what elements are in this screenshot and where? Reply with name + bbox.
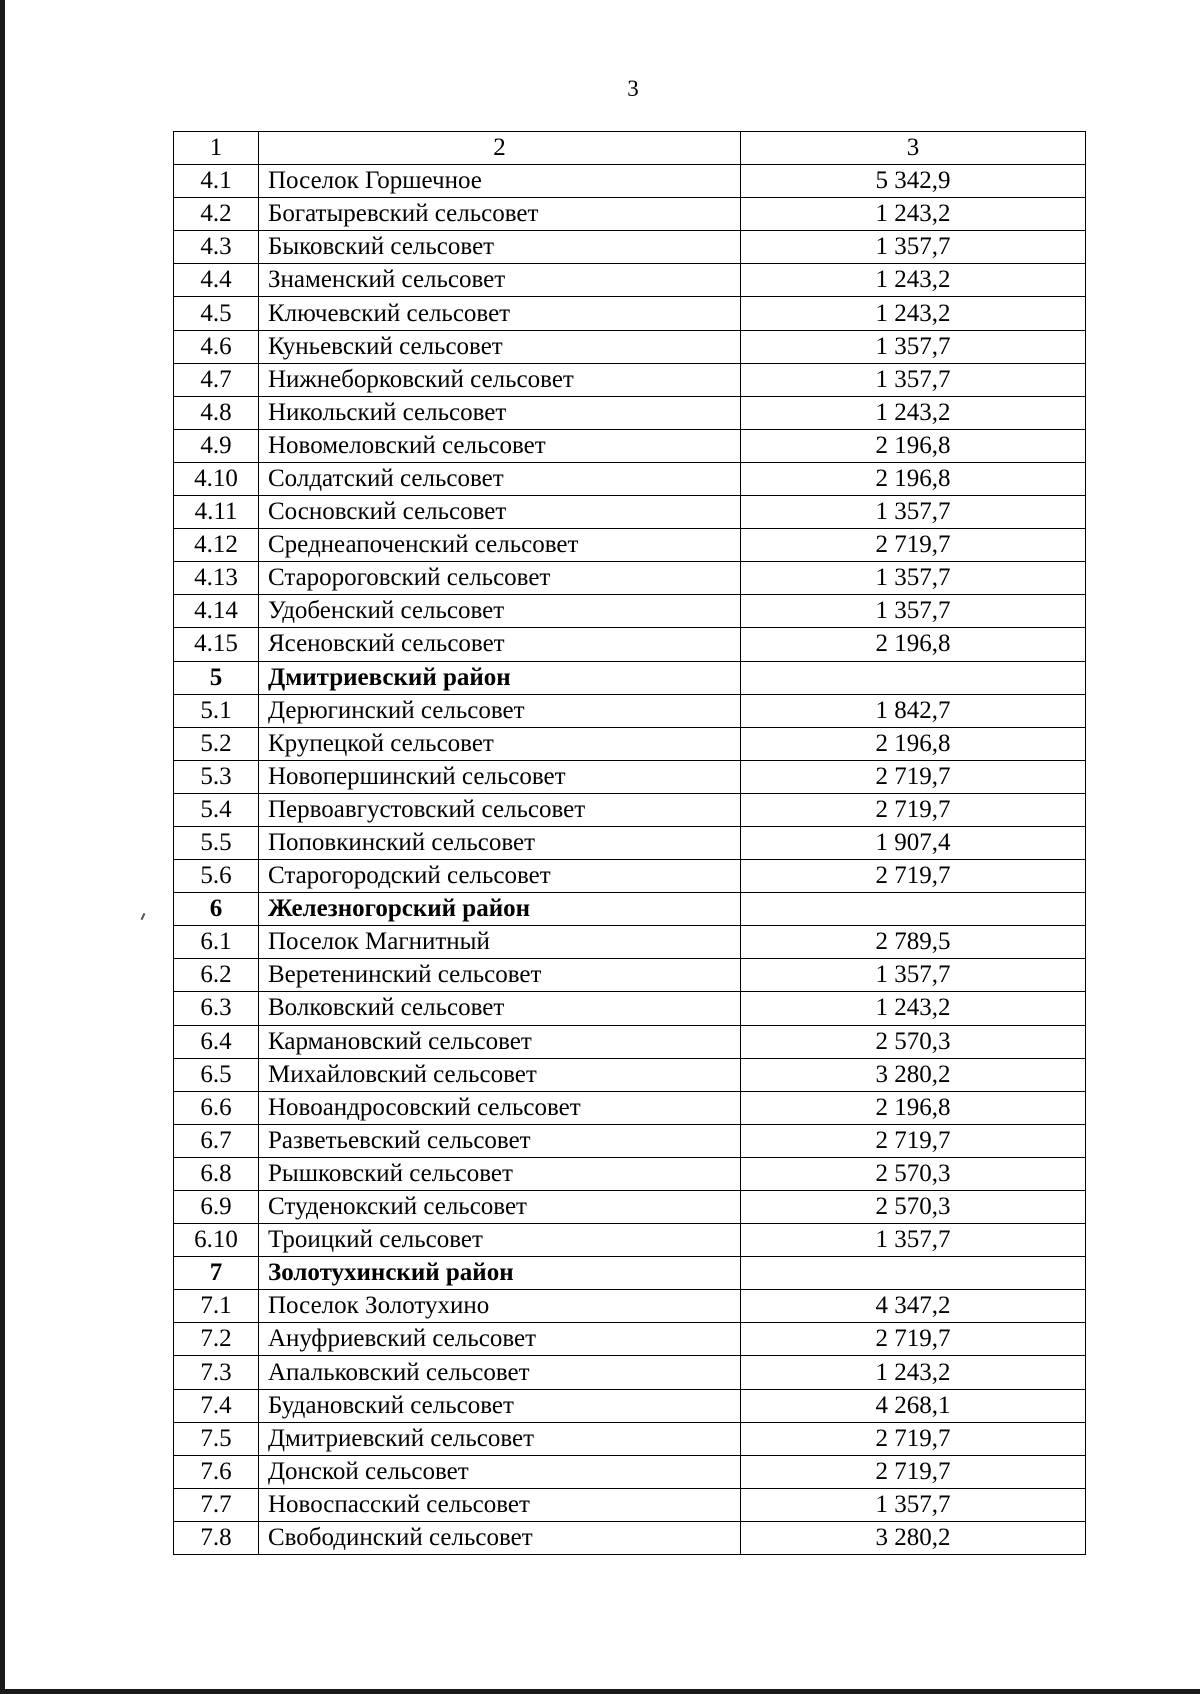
- row-value-cell: 2 719,7: [741, 1323, 1086, 1356]
- table-row: [174, 165, 1086, 198]
- row-name-cell: Богатыревский сельсовет: [259, 198, 741, 231]
- row-number-cell: 4.12: [174, 529, 259, 562]
- row-value-cell: 2 719,7: [741, 1422, 1086, 1455]
- row-value-cell: 1 357,7: [741, 496, 1086, 529]
- row-name-cell: Поселок Золотухино: [259, 1290, 741, 1323]
- row-number-cell: 4.5: [174, 297, 259, 330]
- table-row: [174, 760, 1086, 793]
- row-value-cell: 2 196,8: [741, 727, 1086, 760]
- row-name-cell: Нижнеборковский сельсовет: [259, 363, 741, 396]
- row-value-cell: 1 243,2: [741, 992, 1086, 1025]
- row-number-cell: 5: [174, 661, 259, 694]
- row-value-cell: 2 719,7: [741, 793, 1086, 826]
- row-value-cell: 2 719,7: [741, 1124, 1086, 1157]
- district-row: [174, 1257, 1086, 1290]
- row-name-cell: Троицкий сельсовет: [259, 1224, 741, 1257]
- row-value-cell: 4 347,2: [741, 1290, 1086, 1323]
- row-number-cell: 6.6: [174, 1091, 259, 1124]
- row-name-cell: Старогородский сельсовет: [259, 860, 741, 893]
- table-row: [174, 694, 1086, 727]
- row-number-cell: 6.8: [174, 1157, 259, 1190]
- table-row: [174, 959, 1086, 992]
- row-value-cell: 1 357,7: [741, 363, 1086, 396]
- row-number-cell: 4.3: [174, 231, 259, 264]
- page-number: 3: [627, 76, 639, 101]
- row-number-cell: 4.13: [174, 562, 259, 595]
- row-value-cell: [741, 1257, 1086, 1290]
- row-name-cell: Рышковский сельсовет: [259, 1157, 741, 1190]
- row-name-cell: Крупецкой сельсовет: [259, 727, 741, 760]
- table-row: [174, 429, 1086, 462]
- row-number-cell: 5.5: [174, 826, 259, 859]
- row-number-cell: 4.7: [174, 363, 259, 396]
- district-row: [174, 661, 1086, 694]
- row-value-cell: 2 196,8: [741, 429, 1086, 462]
- table-row: [174, 793, 1086, 826]
- district-row: [174, 893, 1086, 926]
- table-row: [174, 1058, 1086, 1091]
- row-name-cell: Михайловский сельсовет: [259, 1058, 741, 1091]
- table-header-row: [174, 132, 1086, 165]
- row-name-cell: Ануфриевский сельсовет: [259, 1323, 741, 1356]
- row-number-cell: 4.9: [174, 429, 259, 462]
- row-number-cell: 4.14: [174, 595, 259, 628]
- row-name-cell: Дмитриевский сельсовет: [259, 1422, 741, 1455]
- row-name-cell: Ключевский сельсовет: [259, 297, 741, 330]
- row-number-cell: 7.1: [174, 1290, 259, 1323]
- row-name-cell: Дерюгинский сельсовет: [259, 694, 741, 727]
- table-row: [174, 462, 1086, 495]
- row-number-cell: 6.5: [174, 1058, 259, 1091]
- row-number-cell: 6.3: [174, 992, 259, 1025]
- table-row: [174, 1488, 1086, 1521]
- row-name-cell: Студенокский сельсовет: [259, 1191, 741, 1224]
- table-row: [174, 628, 1086, 661]
- row-name-cell: Поселок Горшечное: [259, 165, 741, 198]
- row-value-cell: 2 719,7: [741, 860, 1086, 893]
- row-number-cell: 4.11: [174, 496, 259, 529]
- row-name-cell: Волковский сельсовет: [259, 992, 741, 1025]
- row-value-cell: 2 719,7: [741, 1455, 1086, 1488]
- row-value-cell: 2 719,7: [741, 760, 1086, 793]
- row-name-cell: Будановский сельсовет: [259, 1389, 741, 1422]
- row-number-cell: 6.7: [174, 1124, 259, 1157]
- row-name-cell: Сосновский сельсовет: [259, 496, 741, 529]
- table-row: [174, 727, 1086, 760]
- scan-border-bottom: [0, 1689, 1200, 1694]
- row-name-cell: Никольский сельсовет: [259, 396, 741, 429]
- row-name-cell: Старороговский сельсовет: [259, 562, 741, 595]
- table-row: [174, 562, 1086, 595]
- row-name-cell: Ясеновский сельсовет: [259, 628, 741, 661]
- row-number-cell: 4.15: [174, 628, 259, 661]
- row-name-cell: Первоавгустовский сельсовет: [259, 793, 741, 826]
- row-number-cell: 4.1: [174, 165, 259, 198]
- table-row: [174, 1455, 1086, 1488]
- row-value-cell: 1 243,2: [741, 198, 1086, 231]
- table-row: [174, 231, 1086, 264]
- row-value-cell: 1 357,7: [741, 595, 1086, 628]
- header-col-1: 1: [174, 132, 259, 165]
- table-body: [174, 132, 1086, 1555]
- row-value-cell: 1 357,7: [741, 330, 1086, 363]
- row-value-cell: 2 789,5: [741, 926, 1086, 959]
- row-name-cell: Новопершинский сельсовет: [259, 760, 741, 793]
- row-number-cell: 7.4: [174, 1389, 259, 1422]
- row-value-cell: 2 570,3: [741, 1191, 1086, 1224]
- table-row: [174, 1422, 1086, 1455]
- row-name-cell: Новоандросовский сельсовет: [259, 1091, 741, 1124]
- table-row: [174, 992, 1086, 1025]
- row-name-cell: Быковский сельсовет: [259, 231, 741, 264]
- row-number-cell: 6.4: [174, 1025, 259, 1058]
- scan-border-left: [0, 0, 5, 1694]
- table-row: [174, 1025, 1086, 1058]
- table-row: [174, 297, 1086, 330]
- stray-mark: [141, 913, 146, 920]
- row-value-cell: 5 342,9: [741, 165, 1086, 198]
- row-value-cell: 2 196,8: [741, 628, 1086, 661]
- row-number-cell: 5.1: [174, 694, 259, 727]
- table-row: [174, 496, 1086, 529]
- table-row: [174, 1224, 1086, 1257]
- row-name-cell: Новоспасский сельсовет: [259, 1488, 741, 1521]
- table-row: [174, 1356, 1086, 1389]
- row-name-cell: Солдатский сельсовет: [259, 462, 741, 495]
- row-number-cell: 7.6: [174, 1455, 259, 1488]
- row-name-cell: Среднеапоченский сельсовет: [259, 529, 741, 562]
- row-number-cell: 6.1: [174, 926, 259, 959]
- row-number-cell: 5.2: [174, 727, 259, 760]
- table-row: [174, 529, 1086, 562]
- row-name-cell: Куньевский сельсовет: [259, 330, 741, 363]
- table-row: [174, 264, 1086, 297]
- table-row: [174, 363, 1086, 396]
- row-name-cell: Поповкинский сельсовет: [259, 826, 741, 859]
- table-row: [174, 826, 1086, 859]
- row-value-cell: 1 243,2: [741, 264, 1086, 297]
- row-number-cell: 4.4: [174, 264, 259, 297]
- row-value-cell: 2 570,3: [741, 1025, 1086, 1058]
- row-name-cell: Донской сельсовет: [259, 1455, 741, 1488]
- row-name-cell: Дмитриевский район: [259, 661, 741, 694]
- row-name-cell: Кармановский сельсовет: [259, 1025, 741, 1058]
- row-name-cell: Поселок Магнитный: [259, 926, 741, 959]
- row-number-cell: 6: [174, 893, 259, 926]
- row-number-cell: 6.9: [174, 1191, 259, 1224]
- row-name-cell: Знаменский сельсовет: [259, 264, 741, 297]
- table-row: [174, 1191, 1086, 1224]
- row-value-cell: 1 842,7: [741, 694, 1086, 727]
- row-number-cell: 7: [174, 1257, 259, 1290]
- row-number-cell: 7.3: [174, 1356, 259, 1389]
- row-number-cell: 4.10: [174, 462, 259, 495]
- table-row: [174, 330, 1086, 363]
- row-value-cell: [741, 661, 1086, 694]
- row-number-cell: 7.8: [174, 1521, 259, 1554]
- row-name-cell: Веретенинский сельсовет: [259, 959, 741, 992]
- table-row: [174, 1091, 1086, 1124]
- row-name-cell: Разветьевский сельсовет: [259, 1124, 741, 1157]
- row-value-cell: 2 719,7: [741, 529, 1086, 562]
- table-row: [174, 595, 1086, 628]
- header-col-2: 2: [259, 132, 741, 165]
- table-row: [174, 1124, 1086, 1157]
- table-row: [174, 926, 1086, 959]
- row-value-cell: 3 280,2: [741, 1521, 1086, 1554]
- table-row: [174, 1157, 1086, 1190]
- row-value-cell: 1 357,7: [741, 562, 1086, 595]
- row-number-cell: 6.10: [174, 1224, 259, 1257]
- row-value-cell: [741, 893, 1086, 926]
- row-name-cell: Железногорский район: [259, 893, 741, 926]
- table-row: [174, 1521, 1086, 1554]
- row-value-cell: 4 268,1: [741, 1389, 1086, 1422]
- row-number-cell: 7.2: [174, 1323, 259, 1356]
- row-number-cell: 4.6: [174, 330, 259, 363]
- row-number-cell: 4.2: [174, 198, 259, 231]
- allocation-table: [173, 131, 1086, 1555]
- row-number-cell: 4.8: [174, 396, 259, 429]
- table-row: [174, 860, 1086, 893]
- row-number-cell: 7.5: [174, 1422, 259, 1455]
- row-value-cell: 1 357,7: [741, 1488, 1086, 1521]
- row-value-cell: 1 357,7: [741, 959, 1086, 992]
- row-value-cell: 1 907,4: [741, 826, 1086, 859]
- row-number-cell: 6.2: [174, 959, 259, 992]
- row-value-cell: 3 280,2: [741, 1058, 1086, 1091]
- row-value-cell: 1 357,7: [741, 231, 1086, 264]
- table-row: [174, 1290, 1086, 1323]
- row-name-cell: Новомеловский сельсовет: [259, 429, 741, 462]
- row-value-cell: 2 196,8: [741, 1091, 1086, 1124]
- row-number-cell: 5.3: [174, 760, 259, 793]
- row-number-cell: 5.4: [174, 793, 259, 826]
- row-value-cell: 1 243,2: [741, 1356, 1086, 1389]
- header-col-3: 3: [741, 132, 1086, 165]
- table-row: [174, 198, 1086, 231]
- row-value-cell: 1 243,2: [741, 297, 1086, 330]
- row-value-cell: 2 196,8: [741, 462, 1086, 495]
- table-row: [174, 1389, 1086, 1422]
- row-value-cell: 1 357,7: [741, 1224, 1086, 1257]
- row-name-cell: Апальковский сельсовет: [259, 1356, 741, 1389]
- row-name-cell: Золотухинский район: [259, 1257, 741, 1290]
- row-value-cell: 2 570,3: [741, 1157, 1086, 1190]
- row-number-cell: 7.7: [174, 1488, 259, 1521]
- row-number-cell: 5.6: [174, 860, 259, 893]
- table-row: [174, 1323, 1086, 1356]
- row-name-cell: Удобенский сельсовет: [259, 595, 741, 628]
- row-value-cell: 1 243,2: [741, 396, 1086, 429]
- row-name-cell: Свободинский сельсовет: [259, 1521, 741, 1554]
- table-row: [174, 396, 1086, 429]
